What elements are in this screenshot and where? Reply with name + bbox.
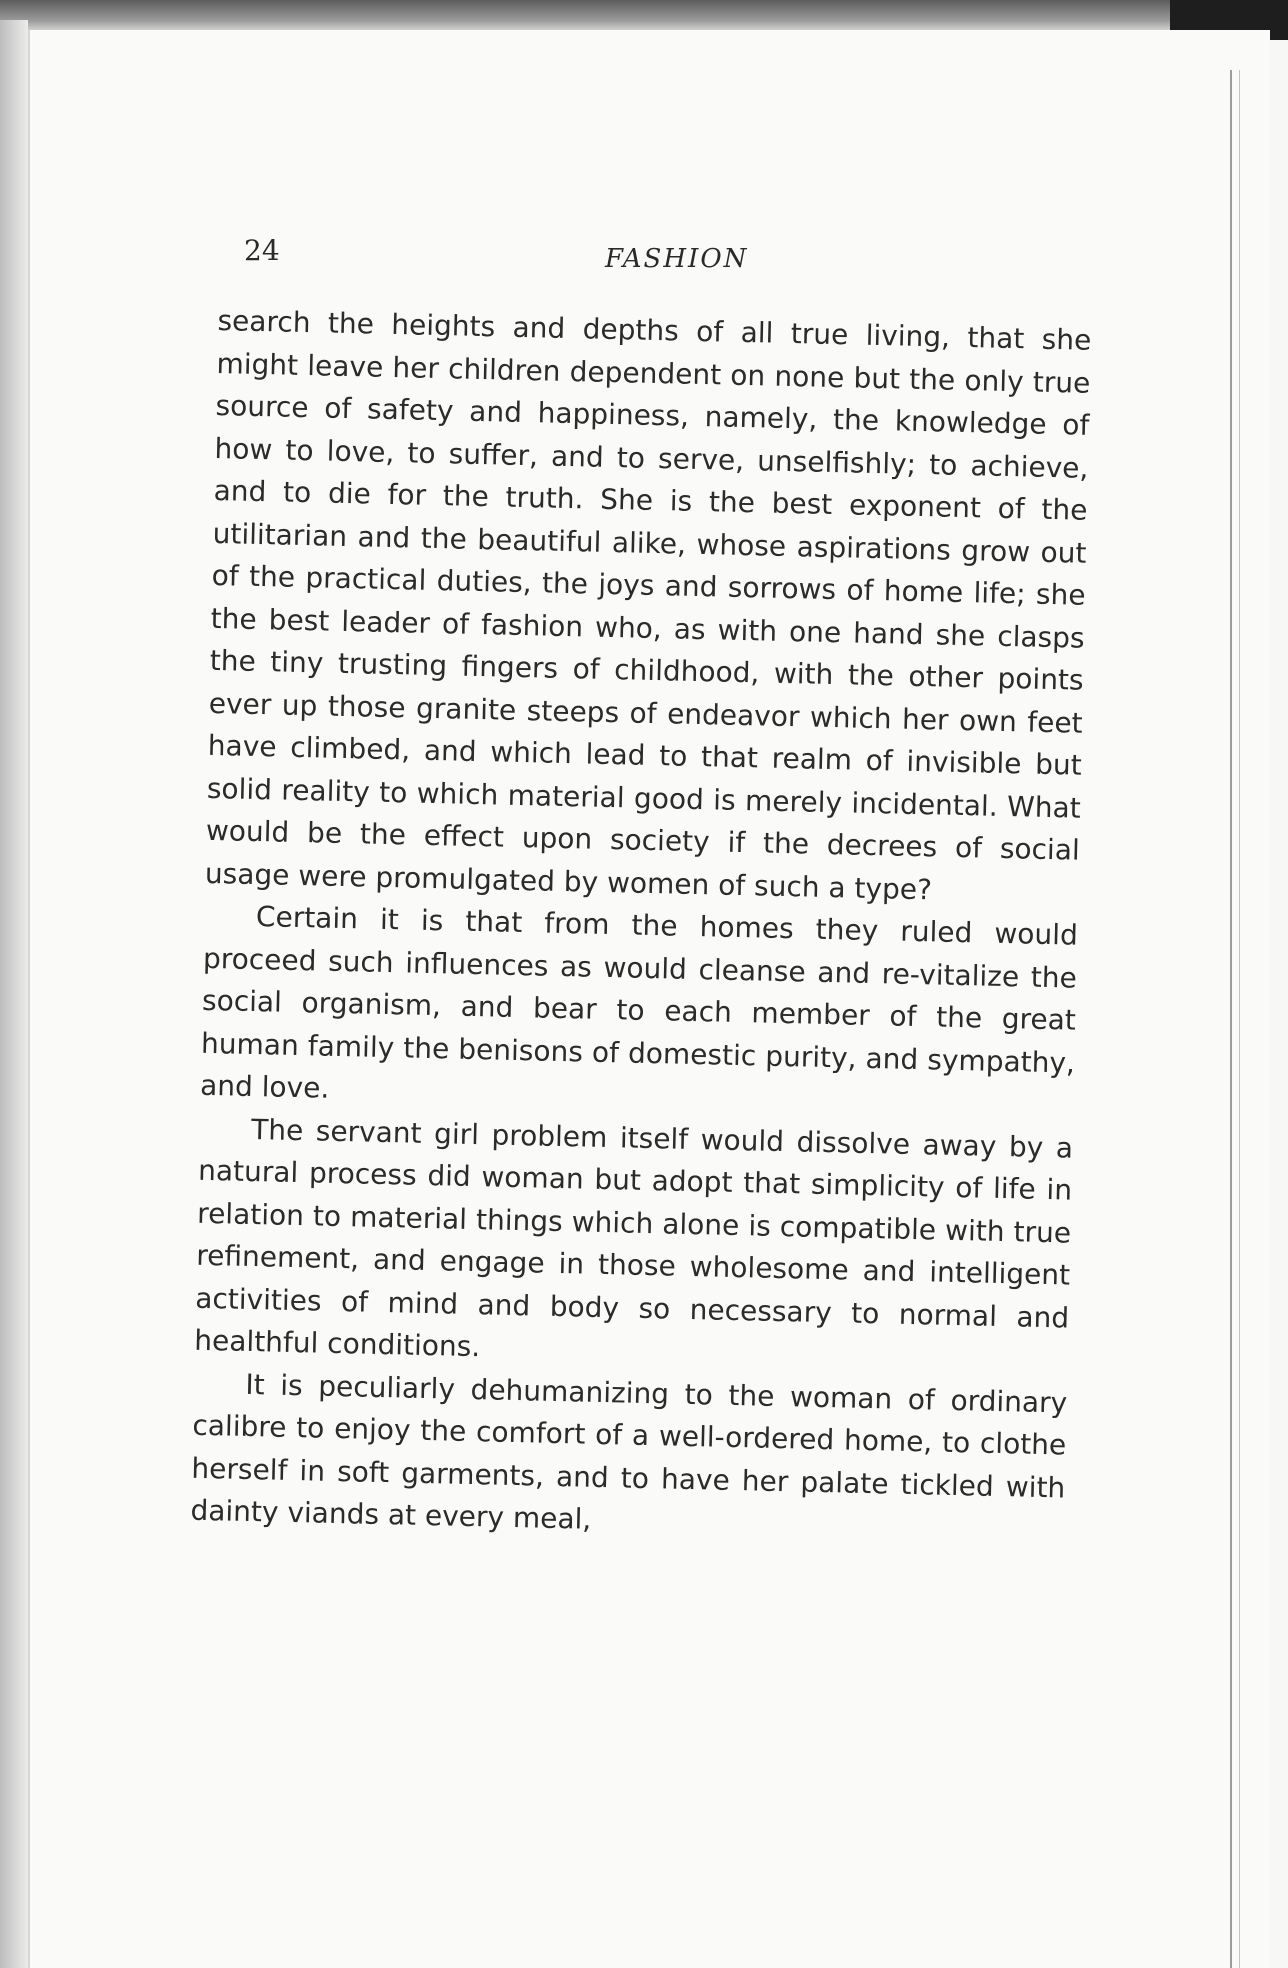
body-text	[190, 300, 1092, 1552]
paragraph: It is peculiarly dehumanizing to the woman of ordinary calibre to enjoy the comfort of a well-ordered home, to clothe herself in soft garments, and to have her palate tickled with dainty viands at every meal,	[190, 1367, 1068, 1536]
page-edge-line	[1230, 70, 1232, 1968]
page-header	[240, 230, 1100, 280]
top-shadow	[0, 0, 1288, 34]
running-head: FASHION	[605, 244, 749, 274]
paragraph: The servant girl problem itself would dissolve away by a natural process did woman but adopt that simplicity of life in relation to material things which alone is compatible with true refinement, and engage in those wholesome and intelligent activities of mind and body so necessary to normal and healthful conditions.	[194, 1112, 1074, 1364]
book-spine-edge	[0, 20, 28, 1968]
paragraph: search the heights and depths of all true living, that she might leave her children dependent on none but the only true source of safety and happiness, namely, the knowledge of how to love, to suffer, and to serve, unselfishly; to achieve, and to die for the truth. She is the best exponent of the utilitarian and the beautiful alike, whose aspirations grow out of the practical duties, the joys and sorrows of home life; she the best leader of fashion who, as with one hand she clasps the tiny trusting fingers of childhood, with the other points ever up those granite steeps of endeavor which her own feet have climbed, and which lead to that realm of invisible but solid reality to which material good is merely incidental. What would be the effect upon society if the decrees of social usage were promulgated by women of such a type?	[204, 303, 1092, 906]
page-number: 24	[244, 234, 280, 267]
paragraph: Certain it is that from the homes they ruled would proceed such influences as would cleanse and re-vitalize the social organism, and bear to each member of the great human family the benisons of domestic purity, and sympathy, and love.	[199, 900, 1079, 1105]
page-edge-line	[1239, 70, 1240, 1968]
